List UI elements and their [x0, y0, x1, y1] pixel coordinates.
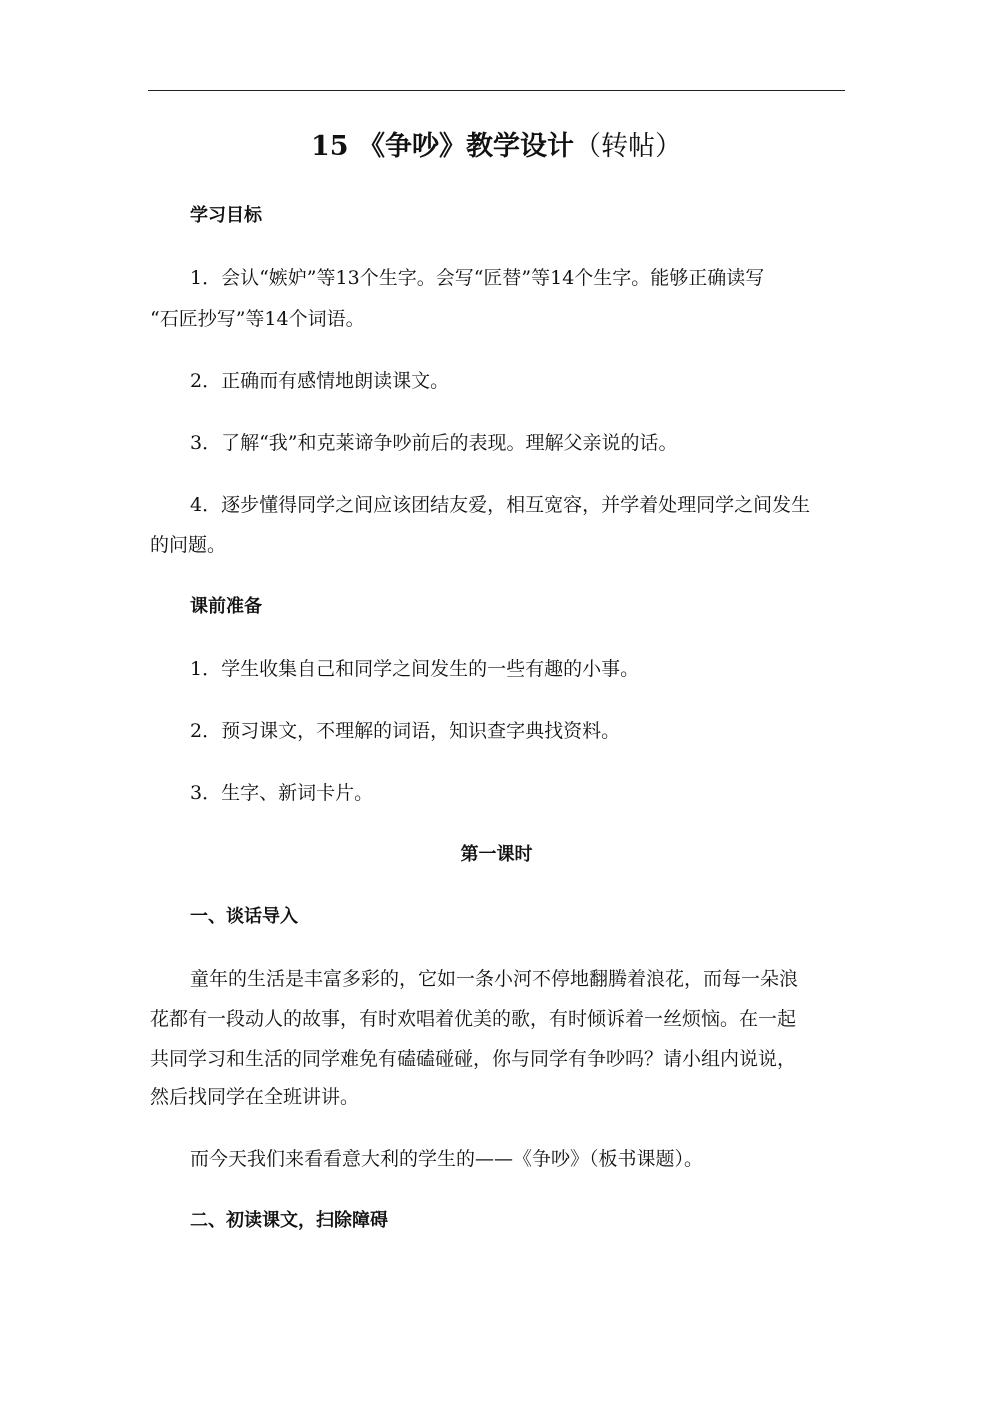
- goal-item-1-line2: “石匠抄写”等14个词语。: [150, 308, 365, 330]
- prep-item-1: 1．学生收集自己和同学之间发生的一些有趣的小事。: [190, 658, 640, 680]
- goal-item-2: 2．正确而有感情地朗读课文。: [190, 370, 450, 392]
- header-rule: [148, 90, 845, 91]
- prep-heading: 课前准备: [190, 596, 262, 617]
- goal-item-3: 3．了解“我”和克莱谛争吵前后的表现。理解父亲说的话。: [190, 432, 678, 454]
- title-main: 15 《争吵》教学设计: [311, 131, 574, 162]
- part1-heading: 一、谈话导入: [190, 906, 298, 927]
- goal-item-1-line1: 1．会认“嫉妒”等13个生字。会写“匠替”等14个生字。能够正确读写: [190, 267, 765, 289]
- goal-item-4-line1: 4．逐步懂得同学之间应该团结友爱，相互宽容，并学着处理同学之间发生: [190, 494, 811, 516]
- part1-para1-line4: 然后找同学在全班讲讲。: [150, 1086, 360, 1108]
- title-note: （转帖）: [573, 131, 682, 162]
- part1-para1-line2: 花都有一段动人的故事，有时欢唱着优美的歌，有时倾诉着一丝烦恼。在一起: [150, 1008, 797, 1030]
- goals-heading: 学习目标: [190, 205, 262, 226]
- prep-item-3: 3．生字、新词卡片。: [190, 782, 374, 804]
- part1-para1-line3: 共同学习和生活的同学难免有磕磕碰碰，你与同学有争吵吗？请小组内说说，: [150, 1048, 797, 1070]
- page-title: [148, 128, 845, 166]
- lesson-title: 第一课时: [460, 844, 533, 865]
- part1-para2: 而今天我们来看看意大利的学生的——《争吵》（板书课题）。: [190, 1148, 704, 1170]
- part2-heading: 二、初读课文，扫除障碍: [190, 1210, 388, 1231]
- goal-item-4-line2: 的问题。: [150, 534, 227, 556]
- prep-item-2: 2．预习课文，不理解的词语，知识查字典找资料。: [190, 720, 621, 742]
- part1-para1-line1: 童年的生活是丰富多彩的，它如一条小河不停地翻腾着浪花，而每一朵浪: [190, 968, 799, 990]
